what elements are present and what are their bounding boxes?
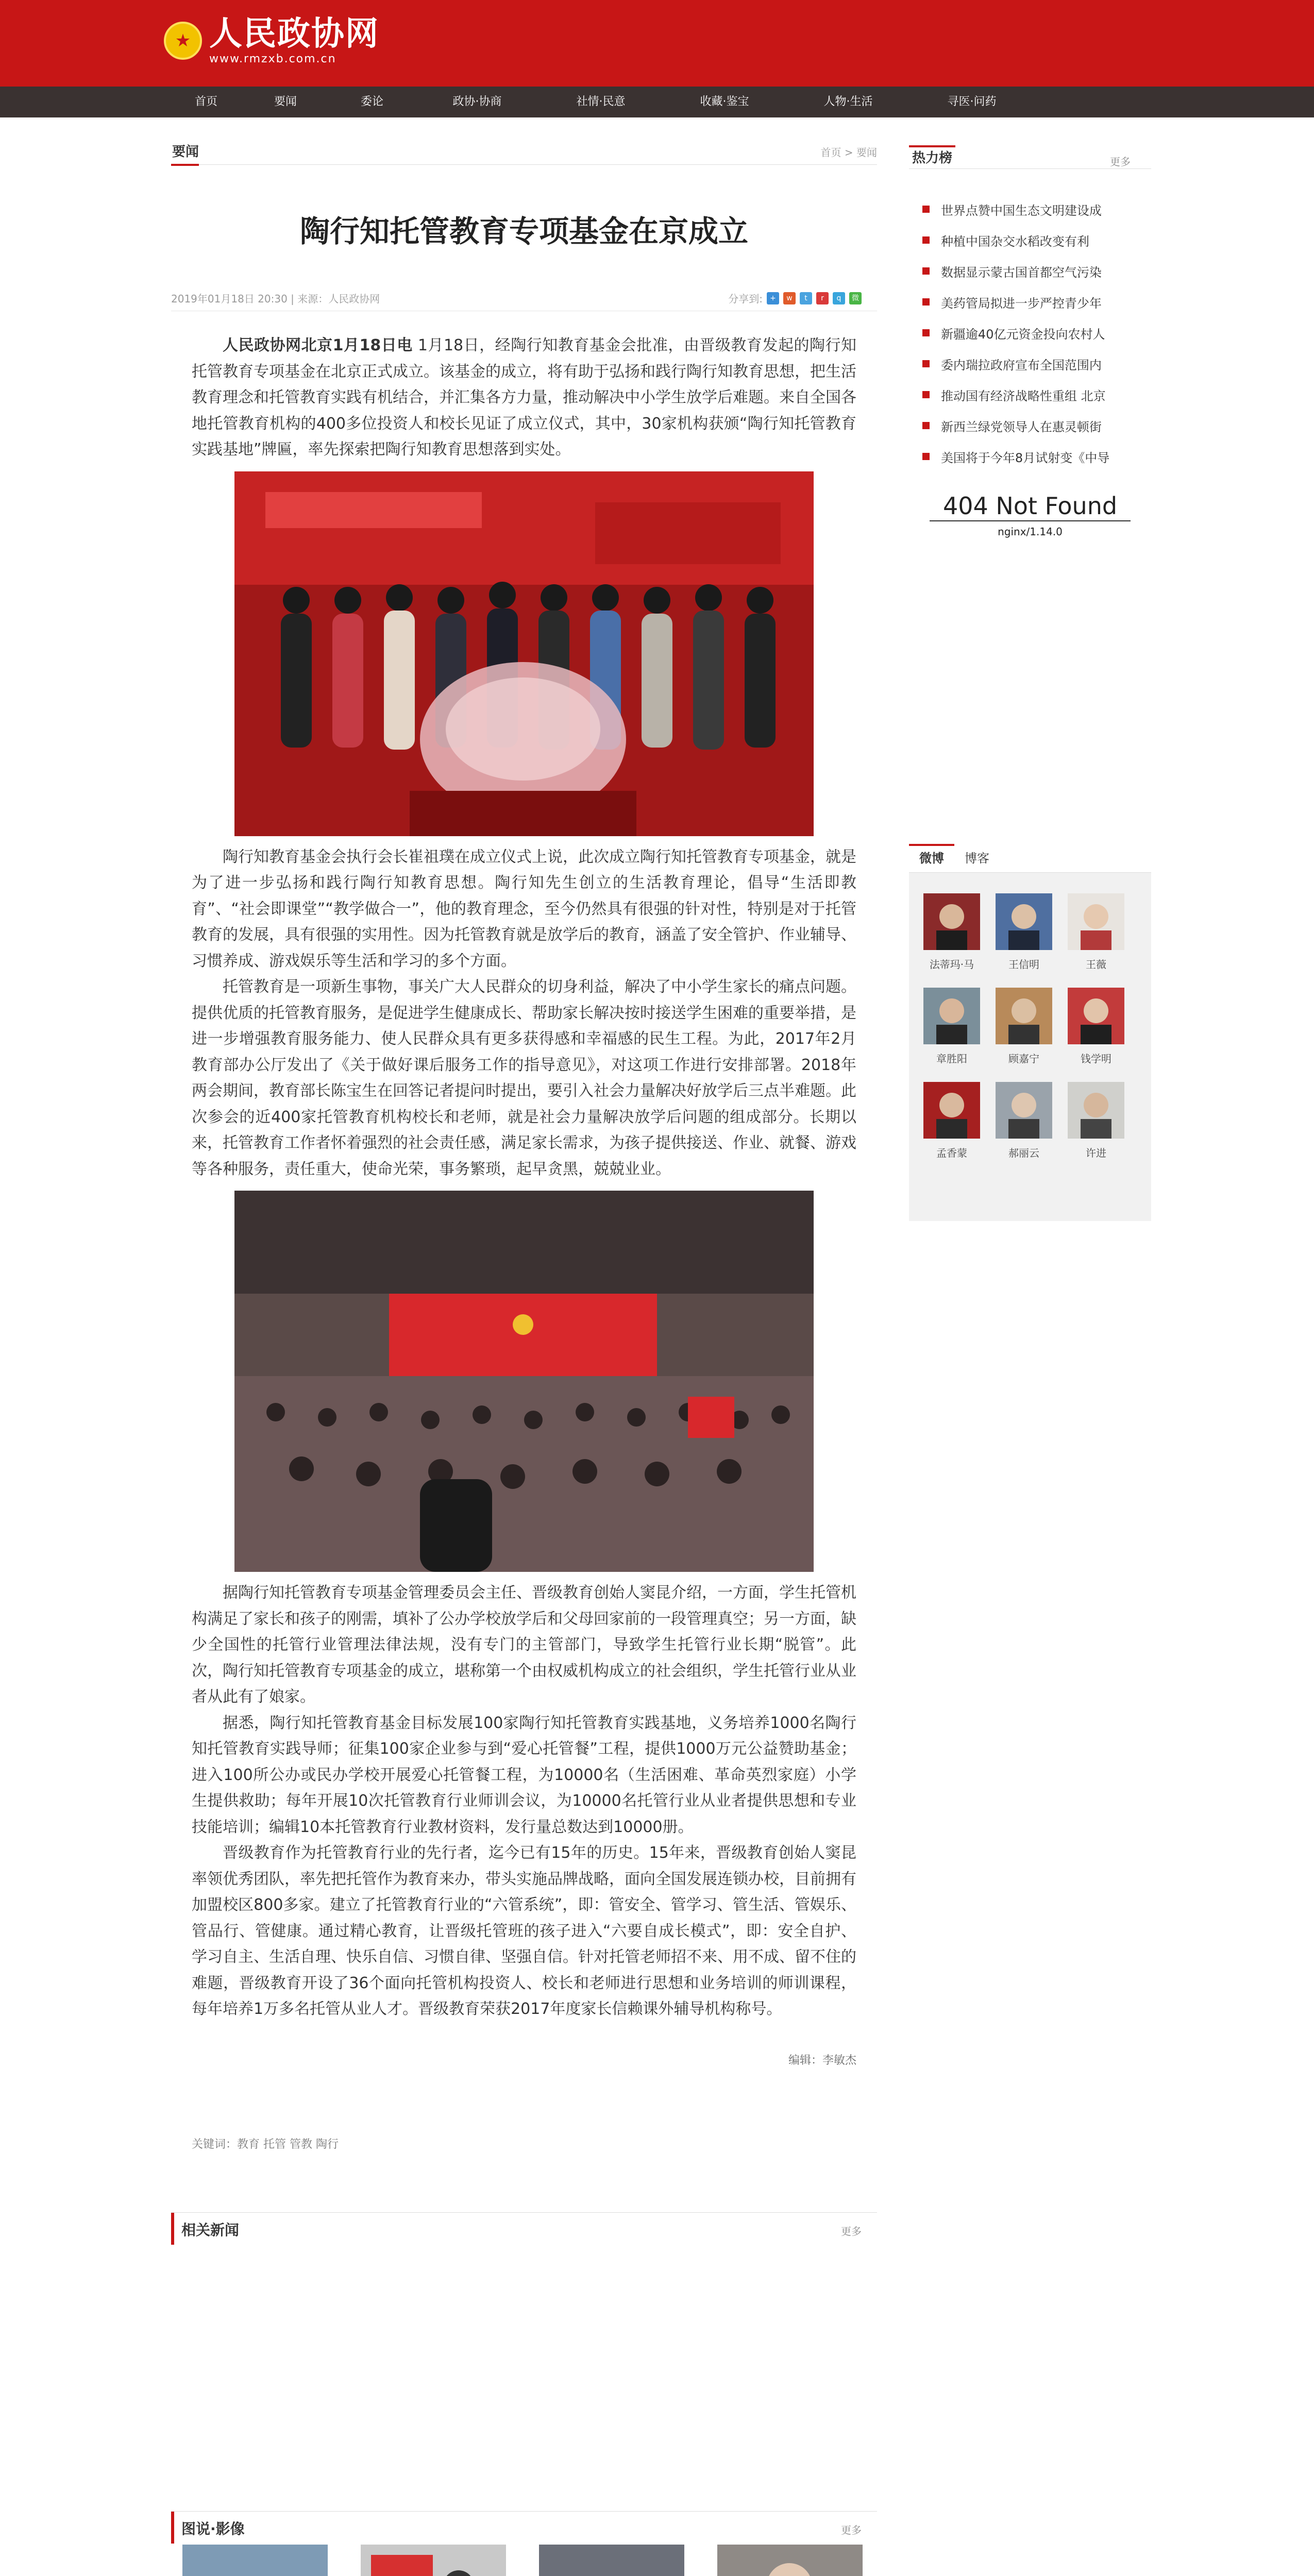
avatar: [1068, 893, 1124, 950]
share-wechat-icon[interactable]: 微: [849, 292, 862, 304]
avatar: [996, 988, 1052, 1044]
gallery-thumb: [182, 2545, 328, 2576]
person-card[interactable]: 法蒂玛·马: [923, 893, 980, 971]
panel-tabs: [909, 844, 1151, 873]
avatar: [996, 893, 1052, 950]
person-card[interactable]: 孟香蒙: [923, 1082, 980, 1160]
list-item[interactable]: 美国将于今年8月试射变《中导: [909, 441, 1151, 472]
gallery-item[interactable]: [717, 2545, 863, 2576]
related-title: 相关新闻: [171, 2213, 239, 2245]
person-card[interactable]: 郝丽云: [996, 1082, 1052, 1160]
related-news: [171, 2212, 877, 2511]
paragraph-6: 晋级教育作为托管教育行业的先行者，迄今已有15年的历史。15年来，晋级教育创始人窦昆率领优秀团队，率先把托管作为教育来办，带头实施品牌战略，面向全国发展连锁办校，目前拥有加盟校区800多家。建立了托管教育行业的“六管系统”，即：管安全、管学习、管生活、管娱乐、管品行、管健康。通过精心教育，让晋级托管班的孩子进入“六要自成长模式”，即：安全自护、学习自主、生活自理、快乐自信、习惯自律、坚强自信。针对托管老师招不来、用不成、留不住的难题，晋级教育开设了36个面向托管机构投资人、校长和老师进行思想和业务培训的师训课程，每年培养1万多名托管从业人才。晋级教育荣获2017年度家长信赖课外辅导机构称号。: [192, 1844, 856, 2018]
paragraph-3: 托管教育是一项新生事物，事关广大人民群众的切身利益，解决了中小学生家长的痛点问题。提供优质的托管教育服务，是促进学生健康成长、帮助家长解决按时接送学生困难的重要举措，是进一步增强教育服务能力、使人民群众具有更多获得感和幸福感的民生工程。为此，2017年2月教育部办公厅发出了《关于做好课后服务工作的指导意见》，对这项工作进行安排部署。2018年两会期间，教育部长陈宝生在回答记者提问时提出，要引入社会力量解决好放学后三点半难题。此次参会的近400家托管教育机构校长和老师，就是社会力量解决放学后问题的组成部分。长期以来，托管教育工作者怀着强烈的社会责任感，满足家长需求，为孩子提供接送、作业、就餐、游戏等各种服务，责任重大，使命光荣，事务繁琐，起早贪黑，兢兢业业。: [192, 978, 856, 1178]
tab-weibo[interactable]: 微博: [909, 844, 954, 872]
site-url: www.rmzxb.com.cn: [209, 53, 336, 65]
list-item[interactable]: 世界点赞中国生态文明建设成: [909, 194, 1151, 225]
bullet-icon: [922, 267, 930, 275]
section-header: [171, 140, 877, 165]
keywords[interactable]: 关键词：教育 托管 管教 陶行: [192, 2138, 339, 2151]
bullet-icon: [922, 236, 930, 244]
bullet-icon: [922, 298, 930, 306]
gallery-more-link[interactable]: 更多: [841, 2523, 862, 2536]
site-header: [0, 0, 1314, 87]
gallery-thumb: [361, 2545, 506, 2576]
bullet-icon: [922, 329, 930, 336]
hot-list-title: 热力榜: [909, 145, 955, 169]
article-meta: [171, 291, 877, 311]
avatar: [923, 1082, 980, 1139]
gallery-thumb: [717, 2545, 863, 2576]
share-qq-icon[interactable]: q: [833, 292, 845, 304]
related-more-link[interactable]: 更多: [841, 2225, 862, 2238]
person-card[interactable]: 王薇: [1068, 893, 1124, 971]
list-item[interactable]: 委内瑞拉政府宣布全国范围内: [909, 348, 1151, 379]
paragraph-4: 据陶行知托管教育专项基金管理委员会主任、晋级教育创始人窦昆介绍，一方面，学生托管机构满足了家长和孩子的刚需，填补了公办学校放学后和父母回家前的一段管理真空；另一方面，缺少全国性的托管行业管理法律法规，没有专门的主管部门，导致学生托管行业长期“脱管”。此次，陶行知托管教育专项基金的成立，堪称第一个由权威机构成立的社会组织，学生托管行业从业者从此有了娘家。: [192, 1584, 856, 1706]
site-name: 人民政协网: [209, 14, 379, 53]
avatar: [996, 1082, 1052, 1139]
share-tencent-icon[interactable]: t: [800, 292, 812, 304]
share-bar: [728, 291, 862, 306]
paragraph-5: 据悉，陶行知托管教育基金目标发展100家陶行知托管教育实践基地，义务培养1000名陶行知托管教育实践导师；征集100家企业参与到“爱心托管餐”工程，提供1000万元公益赞助基金；进入100所公办或民办学校开展爱心托管餐工程，为10000名（生活困难、革命英烈家庭）小学生提供救助；每年开展10次托管教育行业师训会议，为10000名托管行业从业者提供思想和专业技能培训；编辑10本托管教育行业教材资料，发行量总数达到10000册。: [192, 1714, 856, 1836]
nav-politics[interactable]: 政协·协商: [452, 95, 502, 108]
nav-commentary[interactable]: 委论: [360, 95, 383, 108]
hot-list-more[interactable]: 更多: [1110, 156, 1131, 168]
nav-collection[interactable]: 收藏·鉴宝: [700, 95, 749, 108]
bullet-icon: [922, 391, 930, 398]
hot-list: [909, 194, 1151, 472]
gallery-item[interactable]: [361, 2545, 506, 2576]
share-label: 分享到:: [728, 293, 763, 305]
list-item[interactable]: 新疆逾40亿元资金投向农村人: [909, 317, 1151, 348]
ad-frame-error: [930, 492, 1131, 538]
list-item[interactable]: 新西兰绿党领导人在惠灵顿街: [909, 410, 1151, 441]
avatar: [1068, 988, 1124, 1044]
avatar: [923, 893, 980, 950]
bullet-icon: [922, 360, 930, 367]
paragraph-1: 人民政协网北京1月18日电 1月18日，经陶行知教育基金会批准，由晋级教育发起的陶行知托管教育专项基金在北京正式成立。该基金的成立，将有助于弘扬和践行陶行知教育思想，把生活教育理念和托管教育实践有机结合，并汇集各方力量，推动解决中小学生放学后难题。来自全国各地托管教育机构的400多位投资人和校长见证了成立仪式，其中，30家机构获颁“陶行知托管教育实践基地”牌匾，率先探索把陶行知教育思想落到实处。: [192, 336, 856, 459]
main-nav: [0, 87, 1314, 117]
nav-health[interactable]: 寻医·问药: [947, 95, 997, 108]
hot-list-header: [909, 145, 1151, 169]
avatar: [923, 988, 980, 1044]
site-logo[interactable]: [164, 15, 379, 65]
list-item[interactable]: 数据显示蒙古国首都空气污染: [909, 256, 1151, 286]
bullet-icon: [922, 453, 930, 460]
list-item[interactable]: 推动国有经济战略性重组 北京: [909, 379, 1151, 410]
share-qzone-icon[interactable]: +: [767, 292, 779, 304]
list-item[interactable]: 美药管局拟进一步严控青少年: [909, 286, 1151, 317]
gallery-title: 图说·影像: [171, 2512, 245, 2544]
gallery-item[interactable]: [182, 2545, 328, 2576]
nav-news[interactable]: 要闻: [274, 95, 297, 108]
error-server: nginx/1.14.0: [998, 526, 1063, 538]
person-card[interactable]: 顾嘉宁: [996, 988, 1052, 1065]
gallery-item[interactable]: [539, 2545, 684, 2576]
bullet-icon: [922, 422, 930, 429]
list-item[interactable]: 种植中国杂交水稻改变有利: [909, 225, 1151, 256]
share-weibo-icon[interactable]: w: [783, 292, 796, 304]
ceremony-photo: [234, 471, 814, 836]
conference-photo: [234, 1191, 814, 1572]
section-tag: 要闻: [171, 140, 199, 166]
weibo-panel: [909, 844, 1151, 1221]
emblem-icon: ★: [164, 22, 202, 60]
article-title: 陶行知托管教育专项基金在京成立: [299, 214, 748, 249]
sidebar: [909, 145, 1151, 1159]
error-title: 404 Not Found: [930, 492, 1131, 521]
person-card[interactable]: 章胜阳: [923, 988, 980, 1065]
bullet-icon: [922, 206, 930, 213]
share-renren-icon[interactable]: r: [816, 292, 829, 304]
person-card[interactable]: 钱学明: [1068, 988, 1124, 1065]
gallery-thumb: [539, 2545, 684, 2576]
paragraph-2: 陶行知教育基金会执行会长崔祖璞在成立仪式上说，此次成立陶行知托管教育专项基金，就是为了进一步弘扬和践行陶行知教育思想。陶行知先生创立的生活教育理论，倡导“生活即教育”、“社会即课堂”“教学做合一”，他的教育理念，至今仍然具有很强的针对性，特别是对于托管教育的发展，具有很强的实用性。因为托管教育就是放学后的教育，涵盖了安全管护、作业辅导、习惯养成、游戏娱乐等生活和学习的多个方面。: [192, 848, 856, 970]
nav-public-opinion[interactable]: 社情·民意: [576, 95, 626, 108]
nav-home[interactable]: 首页: [194, 95, 217, 108]
nav-people-life[interactable]: 人物·生活: [823, 95, 873, 108]
person-card[interactable]: 许进: [1068, 1082, 1124, 1160]
dateline: 人民政协网北京1月18日电: [223, 336, 413, 354]
breadcrumb[interactable]: 首页 > 要闻: [820, 146, 877, 159]
publish-info: 2019年01月18日 20:30 | 来源：人民政协网: [171, 293, 380, 305]
article-body: [171, 333, 877, 2023]
person-card[interactable]: 王信明: [996, 893, 1052, 971]
photo-gallery: [171, 2511, 877, 2576]
avatar: [1068, 1082, 1124, 1139]
tab-blog[interactable]: 博客: [965, 851, 989, 866]
main-column: [171, 140, 877, 2576]
editor-credit: 编辑：李敏杰: [788, 2054, 856, 2067]
